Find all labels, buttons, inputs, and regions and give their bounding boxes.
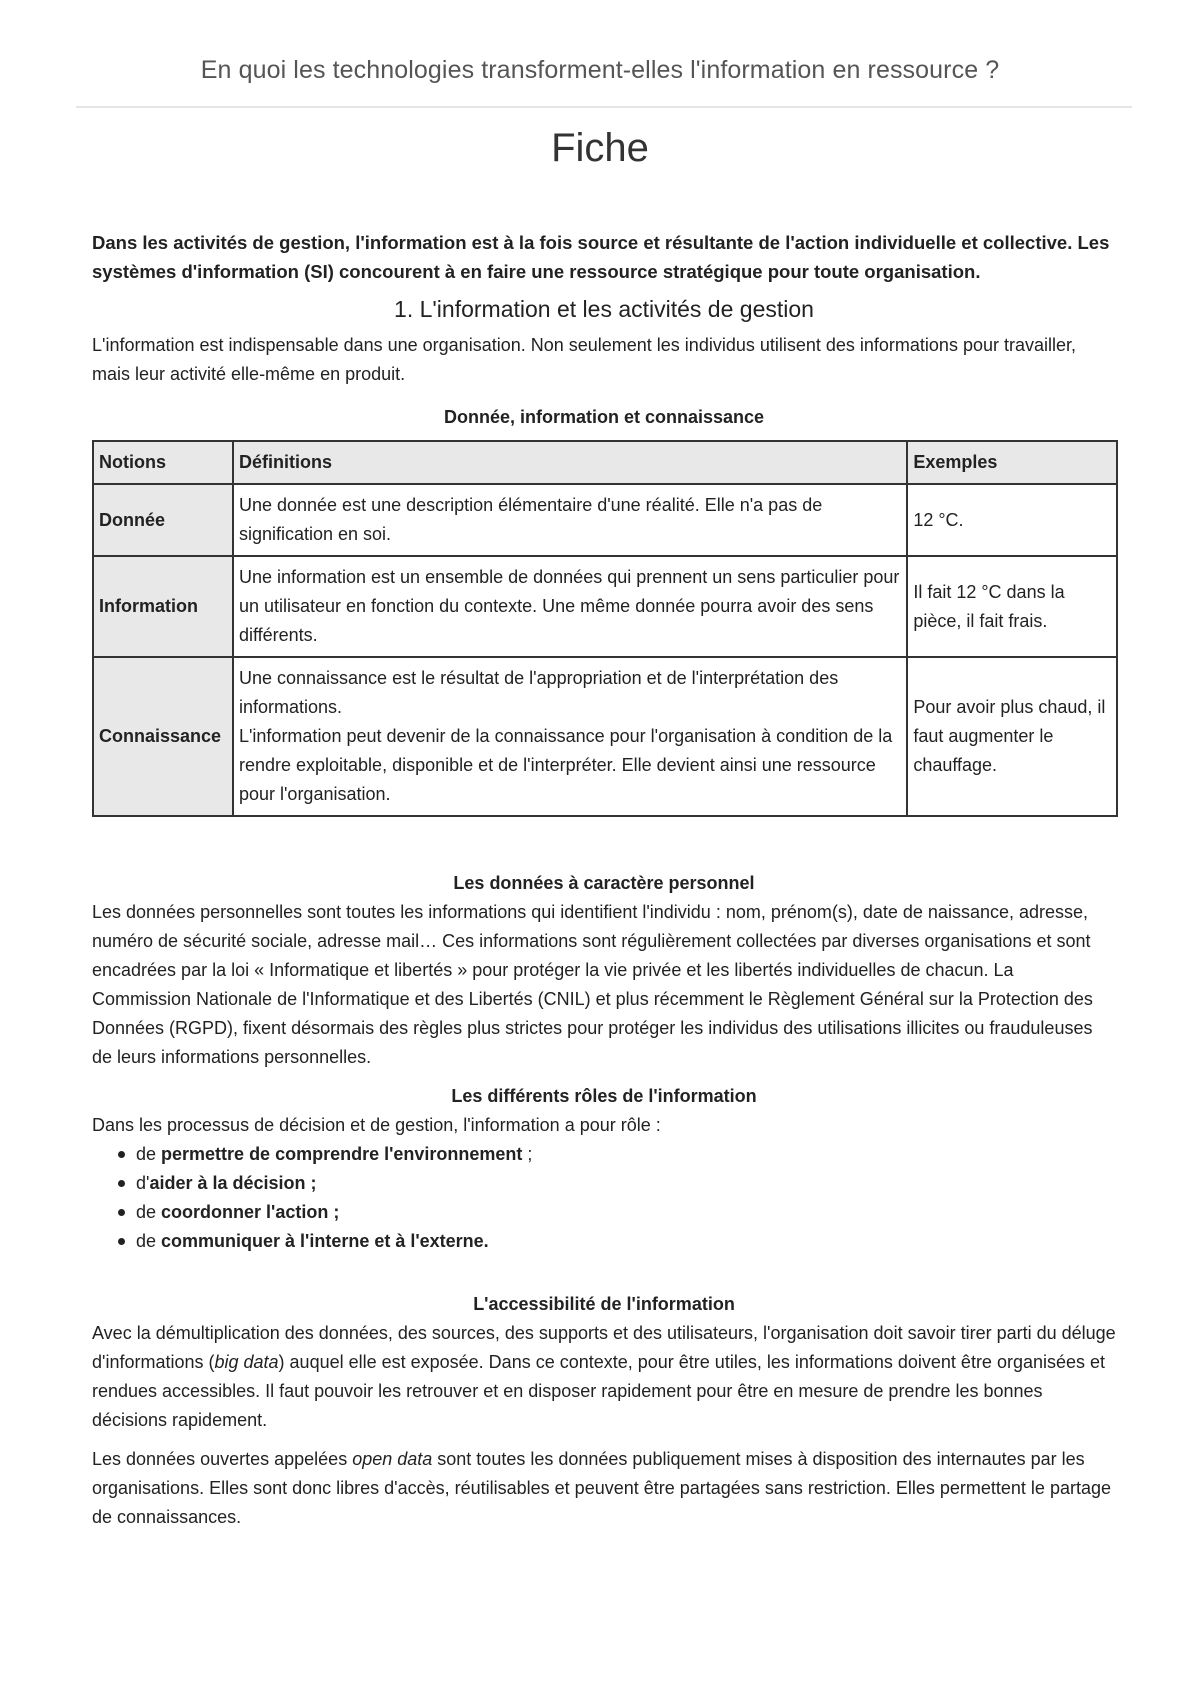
list-item [118,1198,1116,1227]
personal-data-title: Les données à caractère personnel [453,873,755,893]
notion-cell: Connaissance [93,657,233,816]
notion-cell: Information [93,556,233,657]
text-run-italic: big data [214,1352,279,1372]
role-prefix: de [136,1231,162,1251]
role-prefix: de [136,1144,162,1164]
text-run-italic: open data [352,1449,433,1469]
role-prefix: de [136,1202,162,1222]
role-bold: aider à la décision ; [149,1173,317,1193]
bullet-icon [118,1209,125,1216]
example-cell: Pour avoir plus chaud, il faut augmenter le chauffage. [907,657,1117,816]
text-run: Les données ouvertes appelées [92,1449,353,1469]
document-subtitle: Fiche [551,126,649,170]
table-row [93,657,1117,816]
accessibility-paragraph-2 [92,1445,1116,1532]
notion-cell: Donnée [93,484,233,556]
example-cell: Il fait 12 °C dans la pièce, il fait frais. [907,556,1117,657]
bullet-icon [118,1180,125,1187]
table-header-notions: Notions [93,441,233,484]
role-suffix: ; [522,1144,533,1164]
main-content [92,228,1116,1542]
bullet-icon [118,1151,125,1158]
table-row [93,484,1117,556]
accessibility-title: L'accessibilité de l'information [473,1294,735,1314]
definition-cell: Une donnée est une description élémentaire d'une réalité. Elle n'a pas de signification en soi. [233,484,907,556]
table-header-definitions: Définitions [233,441,907,484]
role-bold: permettre de comprendre l'environnement [161,1144,523,1164]
role-bold: communiquer à l'interne et à l'externe. [161,1231,489,1251]
bullet-icon [118,1238,125,1245]
table-row [93,556,1117,657]
text-run: sont toutes les données publiquement mises à disposition des internautes par les organisations. Elles sont donc libres d'accès, réutilisables et peuvent être partagées sans restriction. Elles permettent le partage de connaissances. [92,1449,1111,1527]
text-run: ) auquel elle est exposée. Dans ce contexte, pour être utiles, les informations doivent être organisées et rendues accessibles. Il faut pouvoir les retrouver et en disposer rapidement pour être en mesure de prendre les bonnes décisions rapidement. [92,1352,1106,1430]
roles-title: Les différents rôles de l'information [451,1086,757,1106]
table-header-exemples: Exemples [907,441,1117,484]
section-1-paragraph: L'information est indispensable dans une organisation. Non seulement les individus utilisent des informations pour travailler, mais leur activité elle-même en produit. [92,335,1076,384]
table-caption: Donnée, information et connaissance [443,407,765,427]
role-prefix: d' [136,1173,150,1193]
definition-line: L'information peut devenir de la connaissance pour l'organisation à condition de la rendre exploitable, disponible et de l'interpréter. Elle devient ainsi une ressource pour l'organisation. [238,726,893,804]
table-header-row [93,441,1117,484]
definition-cell [233,657,907,816]
roles-lead: Dans les processus de décision et de gestion, l'information a pour rôle : [92,1115,661,1135]
personal-data-paragraph: Les données personnelles sont toutes les informations qui identifient l'individu : nom, prénom(s), date de naissance, adresse, numéro de sécurité sociale, adresse mail… Ces informations sont régulièrement collectées par diverses organisations et sont encadrées par la loi « Informatique et libertés » pour protéger la vie privée et les libertés individuelles de chacun. La Commission Nationale de l'Informatique et des Libertés (CNIL) et plus récemment le Règlement Général sur la Protection des Données (RGPD), fixent désormais des règles plus strictes pour protéger les individus des utilisations illicites ou frauduleuses de leurs informations personnelles. [92,902,1093,1067]
example-cell: 12 °C. [907,484,1117,556]
list-item [118,1169,1116,1198]
definition-line: Une connaissance est le résultat de l'appropriation et de l'interprétation des informations. [238,668,839,717]
roles-list [92,1140,1116,1256]
title-divider [76,106,1132,108]
notions-table [92,440,1118,817]
document-title: En quoi les technologies transforment-elles l'information en ressource ? [200,56,1000,84]
text-run: Avec la démultiplication des données, des sources, des supports et des utilisateurs, l'organisation doit savoir tirer parti du déluge d'informations ( [92,1323,1116,1372]
accessibility-paragraph-1 [92,1319,1116,1435]
definition-cell: Une information est un ensemble de données qui prennent un sens particulier pour un utilisateur en fonction du contexte. Une même donnée pourra avoir des sens différents. [233,556,907,657]
list-item [118,1227,1116,1256]
list-item [118,1140,1116,1169]
role-bold: coordonner l'action ; [161,1202,340,1222]
section-1-title: 1. L'information et les activités de gestion [394,296,814,322]
intro-paragraph: Dans les activités de gestion, l'information est à la fois source et résultante de l'action individuelle et collective. Les systèmes d'information (SI) concourent à en faire une ressource stratégique pour toute organisation. [92,232,1110,282]
